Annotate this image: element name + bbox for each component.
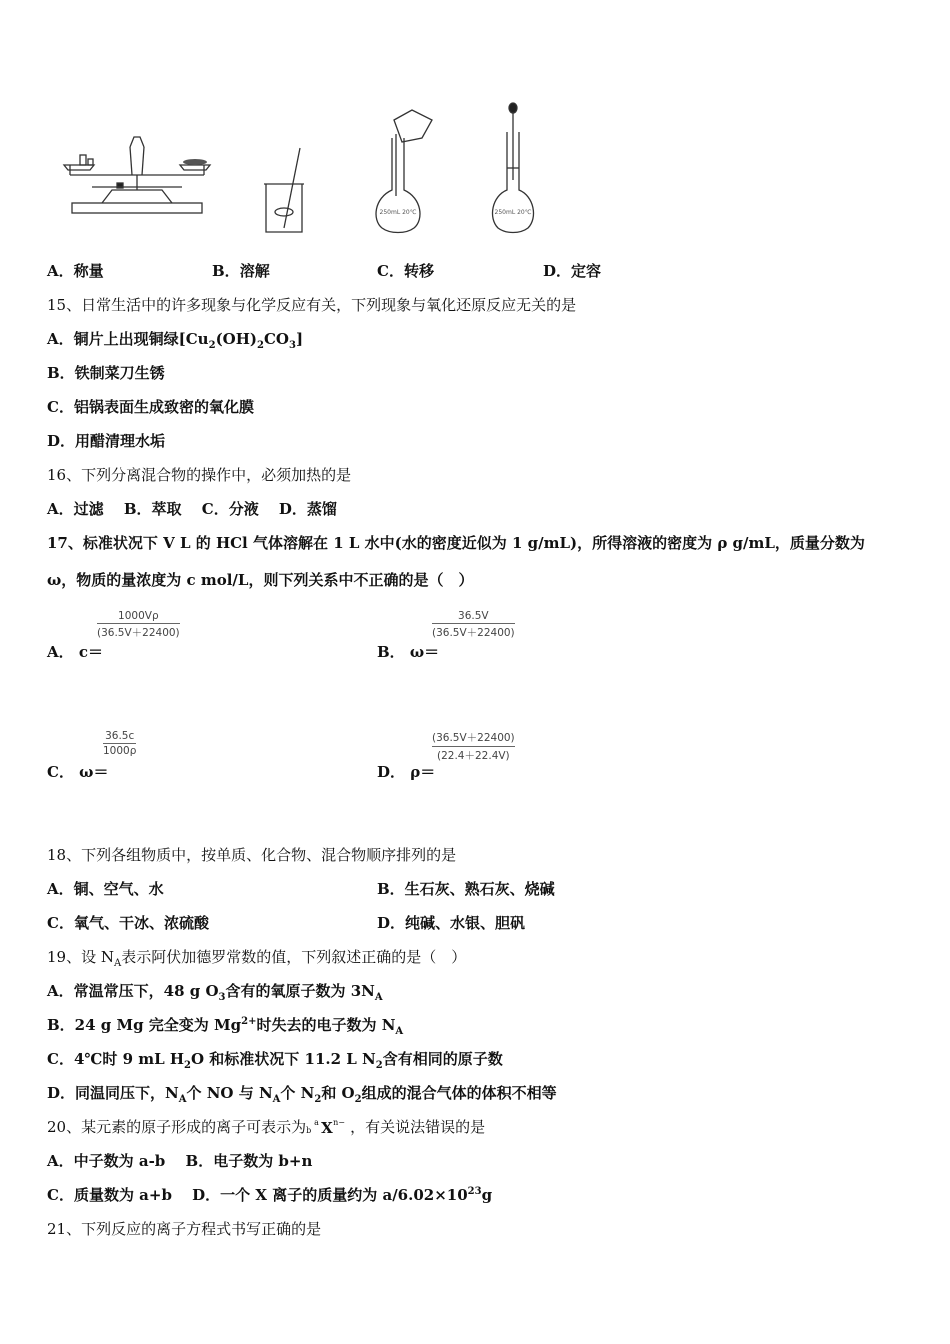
ion-notation: b a X n− — [306, 1118, 345, 1137]
q17-option-d-label: D． ρ＝ — [377, 763, 436, 781]
q17-option-a-fraction — [97, 610, 180, 640]
q18-stem: 18、下列各组物质中，按单质、化合物、混合物顺序排列的是 — [47, 846, 457, 864]
volumetric-flask-transfer-illustration — [372, 108, 442, 238]
q19-option-a: A．常温常压下，48 g $O_3$含有的氧原子数为 $3N_A$ — [47, 982, 383, 1003]
q15-stem: 15、日常生活中的许多现象与化学反应有关，下列现象与氧化还原反应无关的是 — [47, 296, 577, 314]
beaker-illustration — [262, 146, 308, 236]
figure-option-d-text: 定容 — [571, 262, 602, 280]
q17-option-b-fraction — [432, 610, 515, 640]
q17-option-b-label: B． ω＝ — [377, 643, 440, 661]
fraction-denominator: (22.4＋22.4V) — [432, 746, 515, 763]
q15-option-b: B．铁制菜刀生锈 — [47, 364, 165, 382]
q18-option-c: C．氧气、干冰、浓硫酸 — [47, 914, 209, 932]
q20-options-ab: A．中子数为 a-b B．电子数为 b+n — [47, 1152, 313, 1170]
q18-option-d: D．纯碱、水银、胆矾 — [377, 914, 526, 932]
q20-options-cd: C．质量数为 a+b D．一个 X 离子的质量约为 $a/6.02\times 10^{23}g$ — [47, 1186, 493, 1204]
figure-option-a: A．称量 — [47, 262, 104, 280]
figure-option-b-text: 溶解 — [239, 262, 270, 280]
q19-stem: 19、设 $N_A$表示阿伏加德罗常数的值，下列叙述正确的是（ ） — [47, 948, 467, 969]
q17-option-c-fraction — [103, 730, 136, 757]
fraction-denominator: (36.5V＋22400) — [97, 623, 180, 640]
q18-option-b: B．生石灰、熟石灰、烧碱 — [377, 880, 555, 898]
q19-option-d: D．同温同压下，$N_A$个 NO 与 $N_A$个 $N_2$和 $O_2$组成的混合气体的体积不相等 — [47, 1084, 557, 1105]
volumetric-flask-fixing-illustration — [488, 102, 538, 236]
q19-option-b: B．24 g Mg 完全变为 $Mg^{2+}$时失去的电子数为 $N_A$ — [47, 1016, 404, 1037]
balance-illustration — [62, 135, 212, 217]
flask-label: 250mL 20℃ — [379, 209, 417, 216]
fraction-numerator: 36.5V — [458, 610, 489, 622]
q17-stem-line1: 17、标准状况下 V L 的 HCl 气体溶解在 1 L 水中(水的密度近似为 1 g/mL)，所得溶液的密度为 ρ g/mL，质量分数为 — [47, 534, 865, 552]
figure-option-c: C．转移 — [377, 262, 434, 280]
fraction-denominator: 1000ρ — [103, 745, 137, 757]
q15-option-c: C．铝锅表面生成致密的氧化膜 — [47, 398, 254, 416]
q15-option-d: D．用醋清理水垢 — [47, 432, 166, 450]
q19-option-c: C．4℃时 9 mL $H_2O$ 和标准状况下 11.2 L $N_2$含有相同的原子数 — [47, 1050, 503, 1071]
figure-option-d: D．定容 — [543, 262, 602, 280]
q15-option-a: A．铜片上出现铜绿$[Cu_2(OH)_2CO_3]$ — [47, 330, 304, 351]
q17-option-d-fraction — [432, 730, 515, 763]
q17-option-a-label: A． c＝ — [47, 643, 103, 661]
q16-options: A．过滤 B．萃取 C．分液 D．蒸馏 — [47, 500, 337, 518]
figure-option-a-text: 称量 — [73, 262, 104, 280]
figure-option-c-text: 转移 — [403, 262, 434, 280]
q16-stem: 16、下列分离混合物的操作中，必须加热的是 — [47, 466, 352, 484]
q20-stem: 20、某元素的原子形成的离子可表示为 b a X n− ，有关说法错误的是 — [47, 1118, 486, 1137]
q21-stem: 21、下列反应的离子方程式书写正确的是 — [47, 1220, 322, 1238]
q17-option-c-label: C． ω＝ — [47, 763, 109, 781]
fraction-denominator: (36.5V＋22400) — [432, 623, 515, 640]
q18-option-a: A．铜、空气、水 — [47, 880, 164, 898]
flask-label: 250mL 20℃ — [494, 209, 532, 216]
fraction-numerator: (36.5V＋22400) — [432, 732, 515, 744]
fraction-numerator: 36.5c — [105, 730, 135, 742]
fraction-numerator: 1000Vρ — [118, 610, 159, 622]
q17-stem-line2: ω，物质的量浓度为 c mol/L，则下列关系中不正确的是（ ） — [47, 571, 474, 589]
figure-option-b: B．溶解 — [212, 262, 270, 280]
